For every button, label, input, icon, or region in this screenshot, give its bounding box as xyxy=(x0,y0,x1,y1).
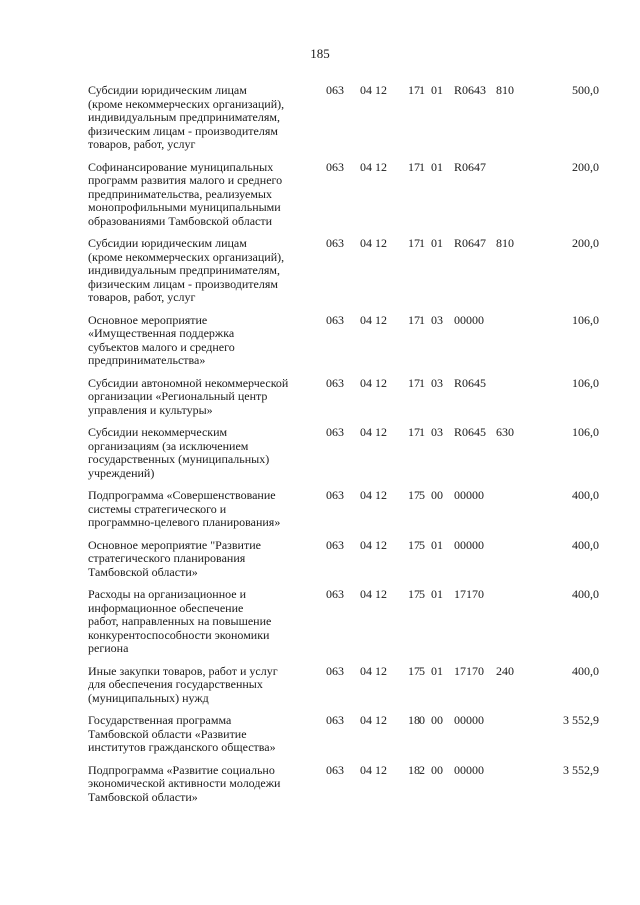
cell-subprogram: 0 xyxy=(419,713,425,727)
cell-code: 17170 xyxy=(454,663,484,678)
cell-section: 04 12 xyxy=(360,537,387,552)
row-name-line: организации «Региональный центр xyxy=(88,389,268,403)
cell-code: R0643 xyxy=(454,83,487,97)
cell-section: 04 12 xyxy=(360,663,387,678)
cell-sum: 106,0 xyxy=(572,312,599,327)
row-name-line: товаров, работ, услуг xyxy=(88,290,196,304)
cell-expense-type: 810 xyxy=(496,83,514,97)
cell-sum: 400,0 xyxy=(572,663,599,678)
cell-section: 04 12 xyxy=(360,236,387,250)
cell-subprogram: 1 xyxy=(419,375,425,390)
cell-code: 00000 xyxy=(454,537,484,552)
cell-subprogram: 5 xyxy=(419,663,425,678)
cell-ved: 063 xyxy=(326,312,344,327)
row-name-line: системы стратегического и xyxy=(88,501,227,516)
table-row xyxy=(88,377,603,418)
cell-ved: 063 xyxy=(326,713,344,727)
cell-ved: 063 xyxy=(326,663,344,678)
cell-main-event: 03 xyxy=(431,425,443,439)
cell-program: 17 xyxy=(408,312,420,327)
table-row xyxy=(88,84,603,152)
row-name-line: Софинансирование муниципальных xyxy=(88,159,274,174)
row-name-line: Субсидии юридическим лицам xyxy=(88,83,247,97)
row-name-line: Субсидии юридическим лицам xyxy=(88,236,247,250)
cell-program: 17 xyxy=(408,663,420,678)
row-name-line: государственных (муниципальных) xyxy=(88,452,270,466)
cell-program: 17 xyxy=(408,488,420,502)
row-name-line: Иные закупки товаров, работ и услуг xyxy=(88,663,278,678)
page-number: 185 xyxy=(310,46,330,61)
cell-ved: 063 xyxy=(326,762,344,777)
cell-code: R0645 xyxy=(454,375,487,390)
row-name-line: Тамбовской области» xyxy=(88,789,198,804)
row-name-line: Расходы на организационное и xyxy=(88,587,247,601)
row-name-line: Государственная программа xyxy=(88,713,232,727)
row-name xyxy=(88,714,316,755)
row-name-line: товаров, работ, услуг xyxy=(88,137,196,151)
row-name xyxy=(88,665,316,706)
row-name-line: институтов гражданского общества» xyxy=(88,740,276,754)
row-name-line: Подпрограмма «Развитие социально xyxy=(88,762,275,777)
row-name-line: образованиями Тамбовской области xyxy=(88,213,273,228)
cell-program: 17 xyxy=(408,425,420,439)
cell-subprogram: 1 xyxy=(419,236,425,250)
row-name-line: Основное мероприятие "Развитие xyxy=(88,537,261,552)
table-row xyxy=(88,161,603,229)
cell-main-event: 00 xyxy=(431,488,443,502)
cell-program: 17 xyxy=(408,236,420,250)
cell-section: 04 12 xyxy=(360,713,387,727)
cell-sum: 200,0 xyxy=(572,159,599,174)
cell-main-event: 03 xyxy=(431,375,443,390)
cell-ved: 063 xyxy=(326,375,344,390)
row-name-line: стратегического планирования xyxy=(88,551,246,565)
cell-sum: 106,0 xyxy=(572,375,599,390)
table-row xyxy=(88,588,603,656)
cell-main-event: 03 xyxy=(431,312,443,327)
cell-program: 17 xyxy=(408,537,420,552)
row-name-line: работ, направленных на повышение xyxy=(88,614,272,628)
row-name-line: физическим лицам - производителям xyxy=(88,276,278,291)
cell-ved: 063 xyxy=(326,83,344,97)
row-name-line: программно-целевого планирования» xyxy=(88,515,281,529)
row-name xyxy=(88,161,316,229)
cell-program: 17 xyxy=(408,83,420,97)
cell-subprogram: 5 xyxy=(419,587,425,601)
row-name-line: субъектов малого и среднего xyxy=(88,339,235,354)
row-name-line: информационное обеспечение xyxy=(88,600,244,615)
cell-program: 18 xyxy=(408,713,420,727)
row-name-line: Субсидии автономной некоммерческой xyxy=(88,375,289,390)
row-name-line: (муниципальных) нужд xyxy=(88,690,209,705)
cell-ved: 063 xyxy=(326,159,344,174)
cell-main-event: 01 xyxy=(431,663,443,678)
cell-ved: 063 xyxy=(326,537,344,552)
cell-main-event: 01 xyxy=(431,587,443,601)
row-name-line: предпринимательства, реализуемых xyxy=(88,186,272,201)
row-name xyxy=(88,84,316,152)
table-row xyxy=(88,539,603,580)
cell-program: 17 xyxy=(408,375,420,390)
row-name-line: программ развития малого и среднего xyxy=(88,173,283,187)
cell-code: 00000 xyxy=(454,488,484,502)
cell-section: 04 12 xyxy=(360,425,387,439)
cell-subprogram: 1 xyxy=(419,312,425,327)
row-name-line: управления и культуры» xyxy=(88,402,213,417)
cell-code: R0645 xyxy=(454,425,487,439)
cell-sum: 3 552,9 xyxy=(563,762,599,777)
row-name xyxy=(88,588,316,656)
row-name xyxy=(88,764,316,805)
cell-subprogram: 1 xyxy=(419,83,425,97)
cell-section: 04 12 xyxy=(360,83,387,97)
cell-subprogram: 1 xyxy=(419,159,425,174)
row-name xyxy=(88,237,316,305)
cell-code: 00000 xyxy=(454,312,484,327)
cell-code: 00000 xyxy=(454,713,484,727)
row-name-line: для обеспечения государственных xyxy=(88,677,263,691)
cell-main-event: 01 xyxy=(431,159,443,174)
table-row xyxy=(88,489,603,530)
row-name-line: физическим лицам - производителям xyxy=(88,123,278,138)
cell-sum: 400,0 xyxy=(572,488,599,502)
table-row xyxy=(88,314,603,368)
row-name-line: монопрофильными муниципальными xyxy=(88,200,281,214)
cell-section: 04 12 xyxy=(360,762,387,777)
row-name-line: (кроме некоммерческих организаций), xyxy=(88,96,285,111)
cell-ved: 063 xyxy=(326,425,344,439)
row-name-line: экономической активности молодежи xyxy=(88,776,281,790)
cell-ved: 063 xyxy=(326,587,344,601)
row-name-line: «Имущественная поддержка xyxy=(88,326,235,340)
row-name xyxy=(88,426,316,480)
cell-sum: 3 552,9 xyxy=(563,713,599,727)
cell-sum: 500,0 xyxy=(572,83,599,97)
cell-program: 18 xyxy=(408,762,420,777)
cell-code: 00000 xyxy=(454,762,484,777)
cell-main-event: 00 xyxy=(431,713,443,727)
cell-sum: 400,0 xyxy=(572,587,599,601)
row-name-line: Подпрограмма «Совершенствование xyxy=(88,488,276,502)
cell-ved: 063 xyxy=(326,488,344,502)
cell-sum: 106,0 xyxy=(572,425,599,439)
cell-expense-type: 810 xyxy=(496,236,514,250)
cell-sum: 400,0 xyxy=(572,537,599,552)
cell-code: R0647 xyxy=(454,159,487,174)
table-row xyxy=(88,714,603,755)
row-name-line: предпринимательства» xyxy=(88,353,206,367)
cell-subprogram: 5 xyxy=(419,537,425,552)
cell-code: R0647 xyxy=(454,236,487,250)
row-name-line: индивидуальным предпринимателям, xyxy=(88,263,280,277)
cell-main-event: 01 xyxy=(431,537,443,552)
cell-sum: 200,0 xyxy=(572,236,599,250)
row-name-line: Тамбовской области «Развитие xyxy=(88,726,247,741)
cell-section: 04 12 xyxy=(360,587,387,601)
cell-subprogram: 5 xyxy=(419,488,425,502)
row-name xyxy=(88,314,316,368)
cell-section: 04 12 xyxy=(360,159,387,174)
row-name-line: (кроме некоммерческих организаций), xyxy=(88,249,285,264)
cell-section: 04 12 xyxy=(360,312,387,327)
table-row xyxy=(88,426,603,480)
cell-code: 17170 xyxy=(454,587,484,601)
cell-section: 04 12 xyxy=(360,375,387,390)
cell-expense-type: 630 xyxy=(496,425,514,439)
cell-main-event: 01 xyxy=(431,83,443,97)
row-name-line: индивидуальным предпринимателям, xyxy=(88,110,280,124)
row-name xyxy=(88,539,316,580)
row-name-line: организациям (за исключением xyxy=(88,438,249,453)
row-name-line: конкурентоспособности экономики xyxy=(88,627,270,642)
cell-main-event: 00 xyxy=(431,762,443,777)
row-name xyxy=(88,489,316,530)
cell-program: 17 xyxy=(408,587,420,601)
cell-section: 04 12 xyxy=(360,488,387,502)
row-name-line: Основное мероприятие xyxy=(88,312,208,327)
cell-ved: 063 xyxy=(326,236,344,250)
row-name-line: Субсидии некоммерческим xyxy=(88,425,228,439)
cell-subprogram: 2 xyxy=(419,762,425,777)
cell-subprogram: 1 xyxy=(419,425,425,439)
cell-expense-type: 240 xyxy=(496,663,514,678)
table-row xyxy=(88,237,603,305)
row-name-line: Тамбовской области» xyxy=(88,564,198,579)
table-row xyxy=(88,665,603,706)
row-name xyxy=(88,377,316,418)
cell-program: 17 xyxy=(408,159,420,174)
row-name-line: учреждений) xyxy=(88,465,155,480)
budget-table xyxy=(88,84,603,813)
cell-main-event: 01 xyxy=(431,236,443,250)
table-row xyxy=(88,764,603,805)
row-name-line: региона xyxy=(88,641,129,655)
